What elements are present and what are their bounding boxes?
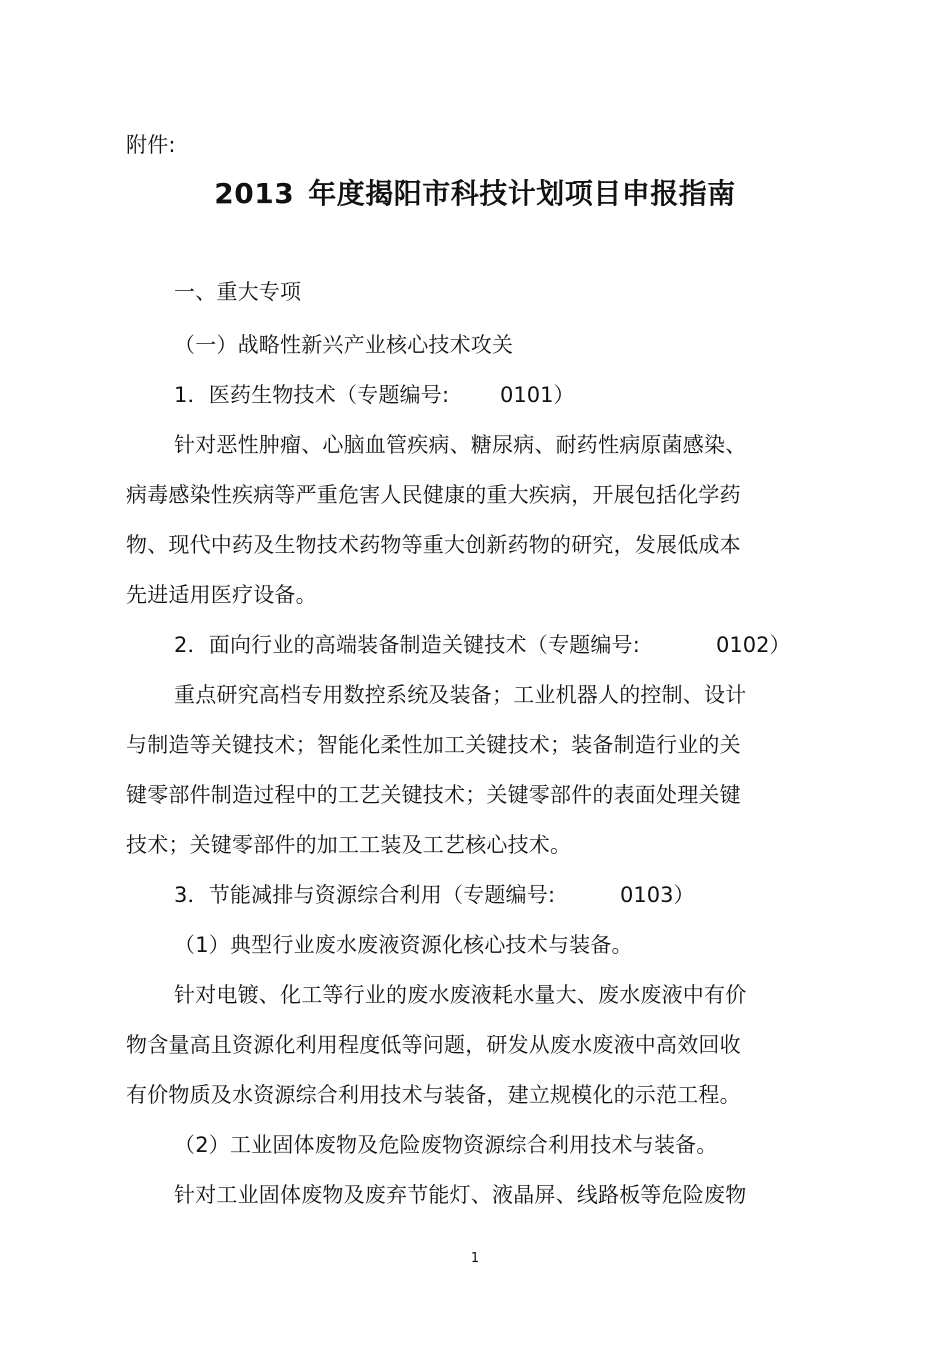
paragraph-line: 重点研究高档专用数控系统及装备；工业机器人的控制、设计 [174, 683, 747, 707]
paragraph-line: 物含量高且资源化利用程度低等问题，研发从废水废液中高效回收 [126, 1033, 741, 1057]
paragraph-line: 技术；关键零部件的加工工装及工艺核心技术。 [126, 833, 572, 857]
title-year: 2013 [214, 177, 295, 210]
sub-topic-heading-2: （2）工业固体废物及危险废物资源综合利用技术与装备。 [174, 1133, 718, 1157]
title-text: 年度揭阳市科技计划项目申报指南 [308, 177, 736, 210]
topic-code-1: 0101） [500, 383, 575, 407]
topic-heading-3: 3．节能减排与资源综合利用（专题编号: [174, 883, 556, 907]
paragraph-line: 先进适用医疗设备。 [126, 583, 317, 607]
paragraph-line: 有价物质及水资源综合利用技术与装备，建立规模化的示范工程。 [126, 1083, 741, 1107]
paragraph-line: 病毒感染性疾病等严重危害人民健康的重大疾病，开展包括化学药 [126, 483, 741, 507]
paragraph-line: 针对恶性肿瘤、心脑血管疾病、糖尿病、耐药性病原菌感染、 [174, 433, 747, 457]
topic-code-2: 0102） [716, 633, 791, 657]
topic-heading-1: 1．医药生物技术（专题编号: [174, 383, 450, 407]
topic-heading-2: 2．面向行业的高端装备制造关键技术（专题编号: [174, 633, 641, 657]
section-heading: 一、重大专项 [174, 280, 302, 304]
paragraph-line: 针对工业固体废物及废弃节能灯、液晶屏、线路板等危险废物 [174, 1183, 747, 1207]
paragraph-line: 键零部件制造过程中的工艺关键技术；关键零部件的表面处理关键 [126, 783, 741, 807]
page-number: 1 [470, 1251, 480, 1266]
paragraph-line: 物、现代中药及生物技术药物等重大创新药物的研究，发展低成本 [126, 533, 741, 557]
attachment-label: 附件: [126, 133, 176, 157]
topic-code-3: 0103） [620, 883, 695, 907]
paragraph-line: 与制造等关键技术；智能化柔性加工关键技术；装备制造行业的关 [126, 733, 741, 757]
document-title [0, 174, 950, 214]
sub-topic-heading-1: （1）典型行业废水废液资源化核心技术与装备。 [174, 933, 633, 957]
subsection-heading: （一）战略性新兴产业核心技术攻关 [174, 333, 514, 357]
paragraph-line: 针对电镀、化工等行业的废水废液耗水量大、废水废液中有价 [174, 983, 747, 1007]
